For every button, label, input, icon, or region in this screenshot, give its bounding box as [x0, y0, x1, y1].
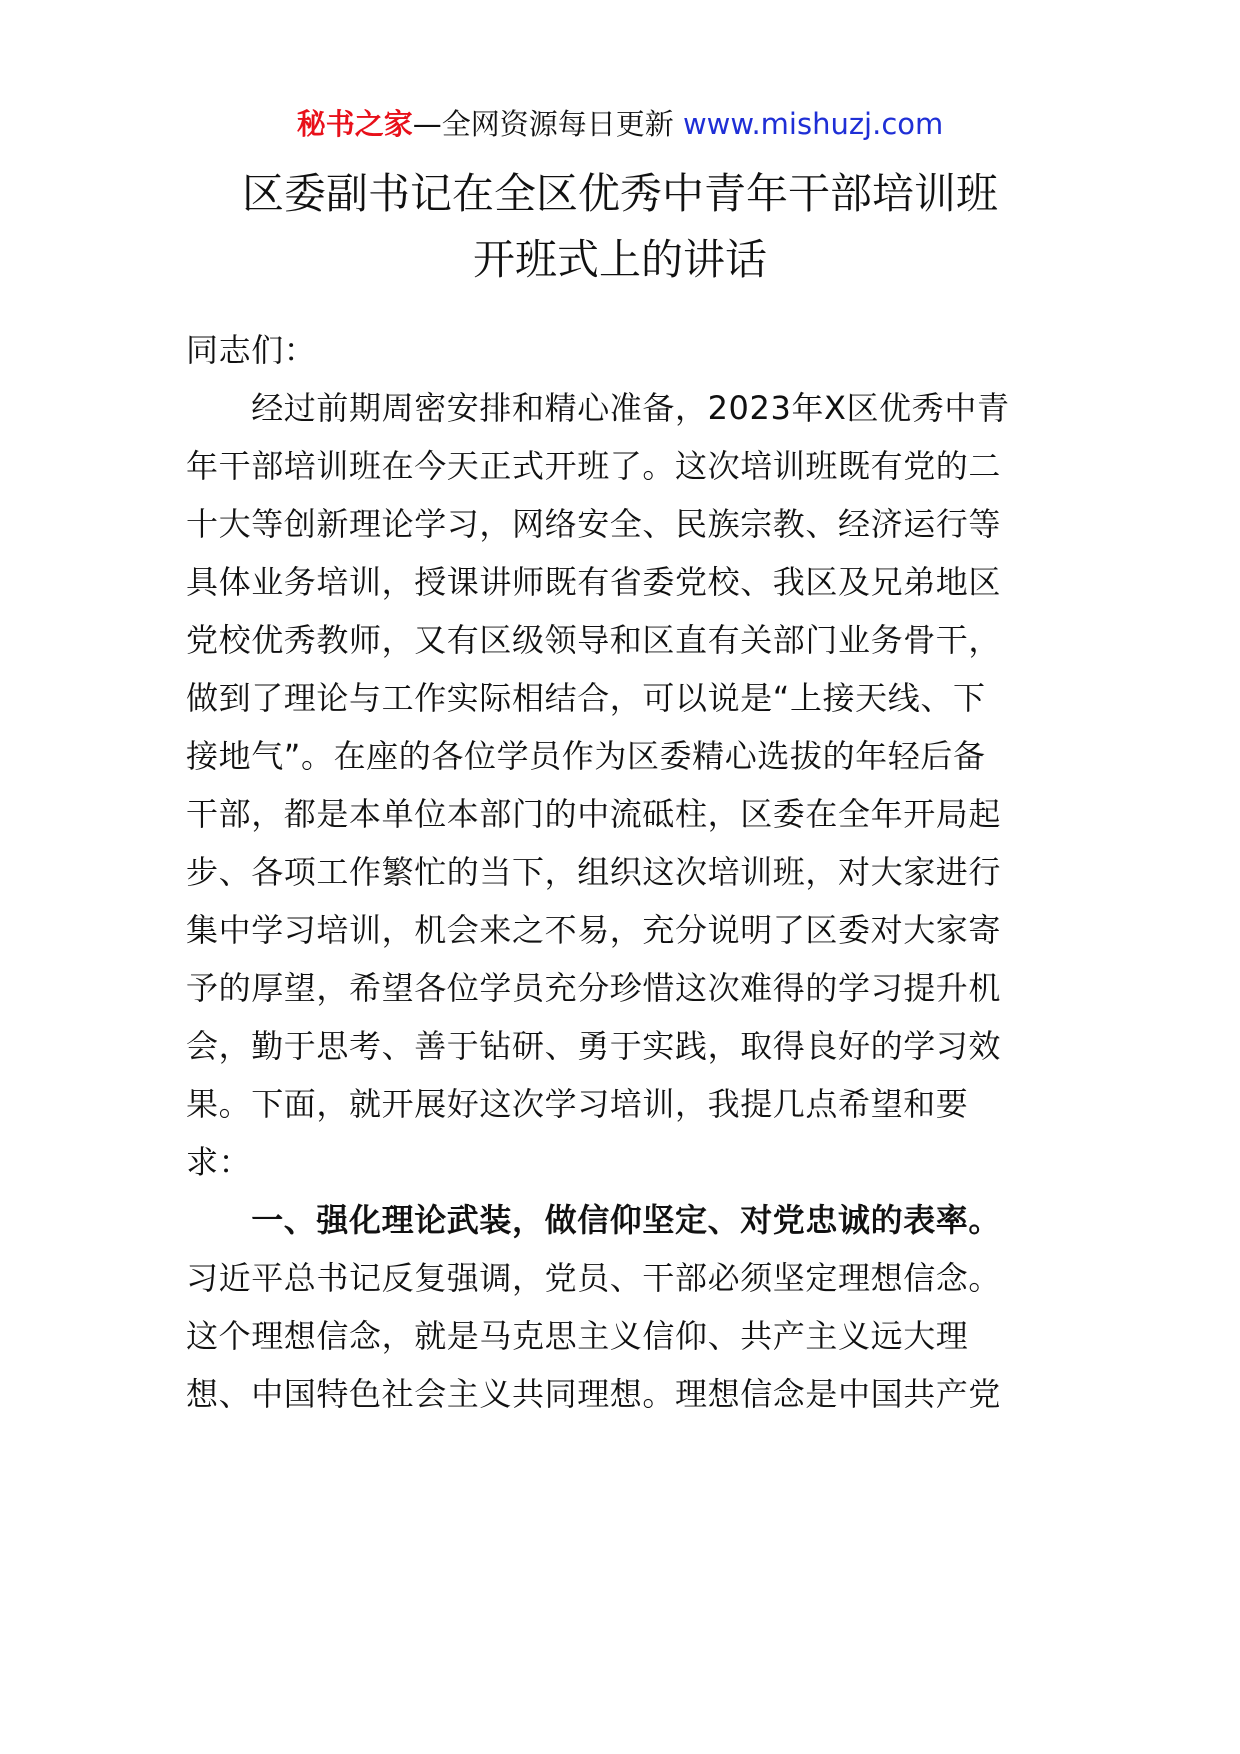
- salutation: 同志们：: [186, 331, 317, 369]
- paragraph-line: 干部，都是本单位本部门的中流砥柱，区委在全年开局起: [186, 795, 1002, 833]
- paragraph-line: 想、中国特色社会主义共同理想。理想信念是中国共产党: [186, 1375, 1002, 1413]
- paragraph-line: 会，勤于思考、善于钻研、勇于实践，取得良好的学习效: [186, 1027, 1002, 1065]
- site-url-link[interactable]: www.mishuzj.com: [682, 107, 944, 141]
- paragraph-line: 党校优秀教师，又有区级领导和区直有关部门业务骨干，: [186, 621, 1002, 659]
- paragraph-line: 具体业务培训，授课讲师既有省委党校、我区及兄弟地区: [186, 563, 1002, 601]
- paragraph-line: 年干部培训班在今天正式开班了。这次培训班既有党的二: [186, 447, 1002, 485]
- paragraph-line: 求：: [186, 1143, 252, 1181]
- brand-name: 秘书之家: [296, 107, 413, 141]
- site-banner: [0, 104, 1240, 144]
- paragraph-line: 经过前期周密安排和精心准备，2023年X区优秀中青: [186, 389, 1010, 427]
- paragraph-line: 集中学习培训，机会来之不易，充分说明了区委对大家寄: [186, 911, 1002, 949]
- paragraph-line: 这个理想信念，就是马克思主义信仰、共产主义远大理: [186, 1317, 969, 1355]
- paragraph-line: 果。下面，就开展好这次学习培训，我提几点希望和要: [186, 1085, 969, 1123]
- paragraph-line: 十大等创新理论学习，网络安全、民族宗教、经济运行等: [186, 505, 1002, 543]
- paragraph-line: 接地气”。在座的各位学员作为区委精心选拔的年轻后备: [186, 737, 986, 775]
- paragraph-line: 步、各项工作繁忙的当下，组织这次培训班，对大家进行: [186, 853, 1002, 891]
- paragraph-line: 予的厚望，希望各位学员充分珍惜这次难得的学习提升机: [186, 969, 1002, 1007]
- banner-slogan: —全网资源每日更新: [412, 107, 683, 141]
- paragraph-line: 做到了理论与工作实际相结合，可以说是“上接天线、下: [186, 679, 986, 717]
- document-title-line-1: 区委副书记在全区优秀中青年干部培训班: [241, 169, 998, 218]
- section-heading: 一、强化理论武装，做信仰坚定、对党忠诚的表率。: [186, 1201, 1002, 1239]
- paragraph-line: 习近平总书记反复强调，党员、干部必须坚定理想信念。: [186, 1259, 1002, 1297]
- document-title-line-2: 开班式上的讲话: [472, 235, 767, 284]
